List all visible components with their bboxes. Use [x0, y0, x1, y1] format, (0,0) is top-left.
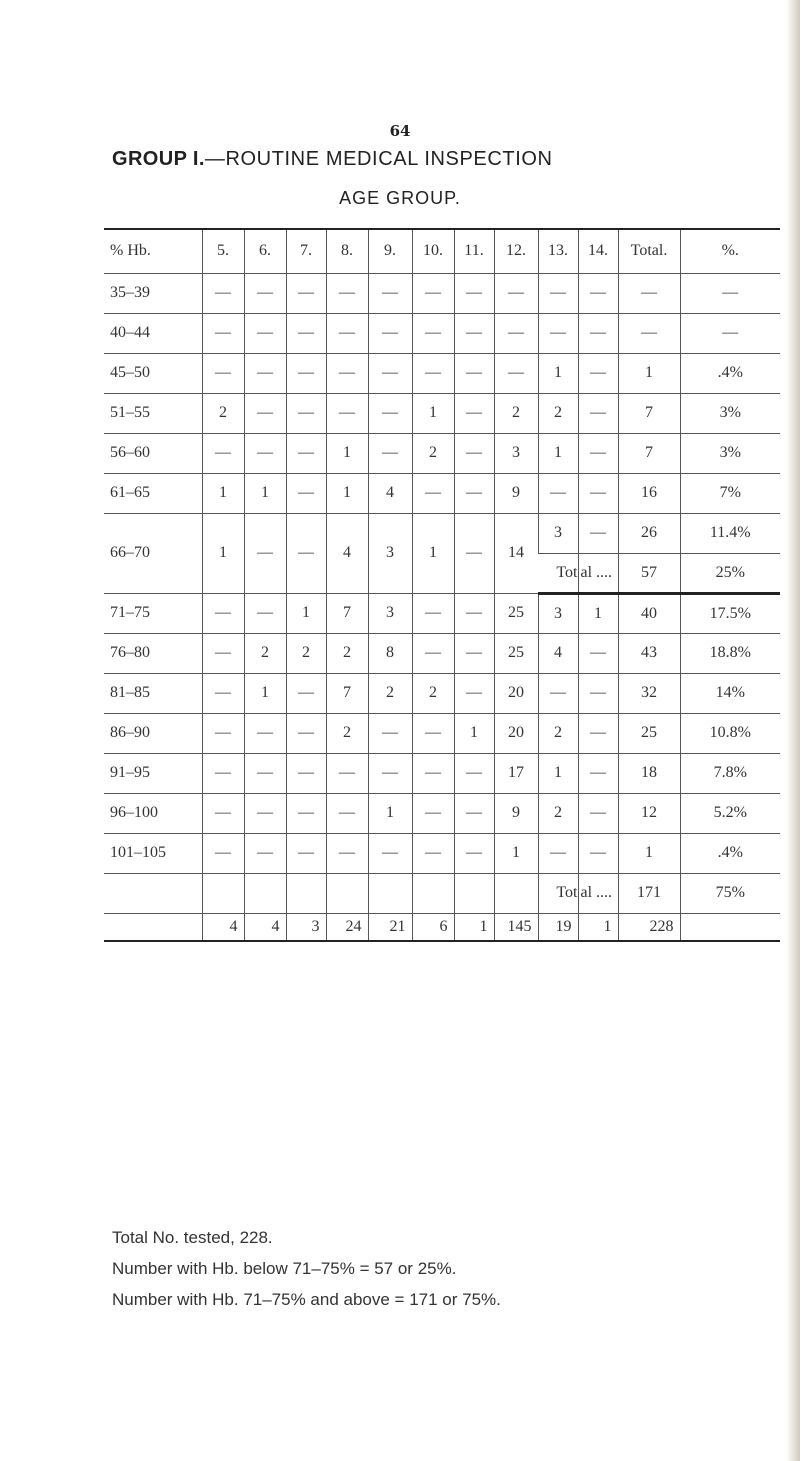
table-cell: —: [286, 713, 326, 753]
subtotal-label: al ....: [578, 873, 618, 913]
table-cell: 1: [494, 833, 538, 873]
table-cell: —: [412, 833, 454, 873]
table-cell: 18: [618, 753, 680, 793]
column-header: 8.: [326, 229, 368, 273]
summary-notes: [112, 1222, 772, 1315]
table-cell: —: [578, 753, 618, 793]
table-cell: 25: [494, 633, 538, 673]
empty-cell: [412, 873, 454, 913]
table-cell: —: [244, 313, 286, 353]
table-cell: 10.8%: [680, 713, 780, 753]
table-cell: 32: [618, 673, 680, 713]
table-cell: .4%: [680, 353, 780, 393]
column-total: 21: [368, 913, 412, 941]
table-cell: —: [286, 793, 326, 833]
row-label: 45–50: [104, 353, 202, 393]
table-cell: —: [578, 433, 618, 473]
page-subtitle: AGE GROUP.: [339, 188, 461, 208]
table-cell: —: [538, 673, 578, 713]
table-cell: —: [286, 433, 326, 473]
table-cell: —: [202, 593, 244, 633]
table-cell: —: [680, 313, 780, 353]
table-cell: 3: [368, 593, 412, 633]
column-total: 1: [578, 913, 618, 941]
table-cell: 2: [538, 393, 578, 433]
table-cell: 2: [538, 713, 578, 753]
table-cell: 25: [494, 593, 538, 633]
table-cell: 40: [618, 593, 680, 633]
table-cell: —: [618, 313, 680, 353]
table-cell: 3: [538, 513, 578, 553]
table-cell: 1: [454, 713, 494, 753]
table-cell: —: [244, 353, 286, 393]
table-row: [104, 353, 780, 393]
table-cell: 20: [494, 713, 538, 753]
table-row: [104, 633, 780, 673]
table-cell: —: [202, 793, 244, 833]
table-cell: —: [244, 793, 286, 833]
table-cell: —: [454, 793, 494, 833]
table-cell: —: [578, 353, 618, 393]
table-cell: 1: [412, 393, 454, 433]
table-cell: 1: [202, 473, 244, 513]
table-cell: 1: [202, 513, 244, 593]
table-cell: —: [412, 753, 454, 793]
empty-cell: [202, 873, 244, 913]
table-cell: —: [412, 353, 454, 393]
empty-cell: [326, 873, 368, 913]
table-cell: 7: [618, 393, 680, 433]
table-cell: —: [412, 713, 454, 753]
row-label: 81–85: [104, 673, 202, 713]
table-cell: —: [202, 313, 244, 353]
table-cell: 4: [368, 473, 412, 513]
page-edge: [786, 0, 800, 1461]
column-header: % Hb.: [104, 229, 202, 273]
table-cell: —: [578, 473, 618, 513]
table-cell: —: [244, 393, 286, 433]
table-cell: —: [244, 593, 286, 633]
table-cell: 7.8%: [680, 753, 780, 793]
table-cell: —: [454, 473, 494, 513]
table-cell: —: [578, 513, 618, 553]
table-cell: 1: [244, 673, 286, 713]
table-cell: —: [368, 713, 412, 753]
row-label: 66–70: [104, 513, 202, 593]
subtotal-percent: 75%: [680, 873, 780, 913]
subtotal-percent: 25%: [680, 553, 780, 593]
table-cell: 16: [618, 473, 680, 513]
table-cell: 7: [618, 433, 680, 473]
table-cell: 1: [244, 473, 286, 513]
column-total: 228: [618, 913, 680, 941]
table-cell: —: [286, 313, 326, 353]
table-cell: 3: [494, 433, 538, 473]
table-cell: —: [368, 313, 412, 353]
table-cell: —: [454, 833, 494, 873]
table-cell: 20: [494, 673, 538, 713]
table-row: [104, 273, 780, 313]
table-cell: —: [326, 353, 368, 393]
table-cell: —: [244, 273, 286, 313]
row-label: 51–55: [104, 393, 202, 433]
table-cell: 3: [368, 513, 412, 593]
note-above: Number with Hb. 71–75% and above = 171 or 75%.: [112, 1290, 501, 1309]
table-cell: —: [368, 353, 412, 393]
table-cell: —: [368, 273, 412, 313]
table-cell: —: [244, 513, 286, 593]
table-cell: —: [286, 513, 326, 593]
table-cell: 14: [494, 513, 538, 593]
table-cell: —: [286, 673, 326, 713]
table-cell: 9: [494, 473, 538, 513]
empty-cell: [494, 873, 538, 913]
title-rest: —ROUTINE MEDICAL INSPECTION: [204, 148, 553, 170]
table-cell: —: [454, 753, 494, 793]
table-cell: 1: [326, 473, 368, 513]
column-header: Total.: [618, 229, 680, 273]
table-cell: 2: [368, 673, 412, 713]
row-label: 61–65: [104, 473, 202, 513]
table-cell: —: [454, 593, 494, 633]
column-total: 4: [202, 913, 244, 941]
table-cell: 8: [368, 633, 412, 673]
table-cell: —: [326, 273, 368, 313]
table-cell: 14%: [680, 673, 780, 713]
table-cell: —: [454, 313, 494, 353]
table-cell: —: [494, 273, 538, 313]
column-header: 11.: [454, 229, 494, 273]
table-cell: —: [412, 593, 454, 633]
table-row: [104, 393, 780, 433]
column-header: 12.: [494, 229, 538, 273]
table-cell: —: [538, 313, 578, 353]
column-totals-row: [104, 913, 780, 941]
subtotal-total: 57: [618, 553, 680, 593]
row-label: 76–80: [104, 633, 202, 673]
table-cell: 3: [538, 593, 578, 633]
column-header: 13.: [538, 229, 578, 273]
table-cell: —: [286, 393, 326, 433]
table-cell: 1: [326, 433, 368, 473]
table-cell: 12: [618, 793, 680, 833]
table-cell: 5.2%: [680, 793, 780, 833]
table-cell: 1: [578, 593, 618, 633]
table-row: [104, 793, 780, 833]
note-total-tested: Total No. tested, 228.: [112, 1228, 273, 1247]
table-cell: —: [202, 833, 244, 873]
row-label: 96–100: [104, 793, 202, 833]
table-cell: 1: [538, 353, 578, 393]
subtotal-label: Tot: [538, 873, 578, 913]
table-cell: —: [578, 793, 618, 833]
table-cell: —: [368, 753, 412, 793]
table-cell: 17.5%: [680, 593, 780, 633]
table-cell: —: [454, 673, 494, 713]
table-cell: —: [538, 273, 578, 313]
column-header: 10.: [412, 229, 454, 273]
column-total: 1: [454, 913, 494, 941]
table-cell: 25: [618, 713, 680, 753]
table-cell: —: [326, 833, 368, 873]
table-cell: —: [202, 753, 244, 793]
table-cell: —: [578, 313, 618, 353]
table-cell: 7: [326, 593, 368, 633]
column-header: 7.: [286, 229, 326, 273]
row-label: 40–44: [104, 313, 202, 353]
table-cell: 2: [244, 633, 286, 673]
table-cell: —: [412, 793, 454, 833]
table-cell: —: [618, 273, 680, 313]
table-row: [104, 753, 780, 793]
table-cell: 17: [494, 753, 538, 793]
column-header: 5.: [202, 229, 244, 273]
page-number: 64: [389, 122, 411, 140]
column-total: 6: [412, 913, 454, 941]
table-cell: 1: [412, 513, 454, 593]
row-label: 35–39: [104, 273, 202, 313]
page-title: [112, 148, 712, 171]
table-row: [104, 713, 780, 753]
table-cell: —: [454, 353, 494, 393]
table-cell: —: [326, 753, 368, 793]
table-row: [104, 593, 780, 633]
table-cell: —: [578, 273, 618, 313]
column-header: 9.: [368, 229, 412, 273]
table-cell: —: [454, 433, 494, 473]
table-cell: —: [326, 393, 368, 433]
table-cell: —: [578, 633, 618, 673]
subtotal-row: [104, 873, 780, 913]
table-cell: —: [412, 473, 454, 513]
table-cell: —: [244, 433, 286, 473]
table-cell: 3%: [680, 433, 780, 473]
table-cell: —: [578, 393, 618, 433]
table-header-row: [104, 229, 780, 273]
table-cell: —: [202, 633, 244, 673]
table-cell: —: [454, 513, 494, 593]
table-cell: —: [202, 713, 244, 753]
table-cell: 1: [618, 833, 680, 873]
row-label: 86–90: [104, 713, 202, 753]
table-row: [104, 513, 780, 553]
column-total: 19: [538, 913, 578, 941]
table-cell: —: [286, 833, 326, 873]
table-cell: —: [454, 393, 494, 433]
table-cell: 18.8%: [680, 633, 780, 673]
table-cell: 2: [202, 393, 244, 433]
column-header: %.: [680, 229, 780, 273]
table-cell: —: [368, 833, 412, 873]
table-cell: 2: [326, 633, 368, 673]
subtotal-total: 171: [618, 873, 680, 913]
table-cell: 9: [494, 793, 538, 833]
table-cell: —: [202, 433, 244, 473]
table-cell: —: [202, 273, 244, 313]
table-cell: —: [494, 353, 538, 393]
row-label: 56–60: [104, 433, 202, 473]
table-cell: —: [412, 273, 454, 313]
table-cell: 2: [412, 673, 454, 713]
table-cell: —: [538, 473, 578, 513]
table-cell: —: [578, 833, 618, 873]
table-cell: 1: [286, 593, 326, 633]
hb-age-table: [104, 228, 780, 942]
table-cell: 7%: [680, 473, 780, 513]
table-cell: —: [286, 753, 326, 793]
table-cell: —: [454, 633, 494, 673]
table-row: [104, 313, 780, 353]
table-cell: .4%: [680, 833, 780, 873]
table-cell: 2: [494, 393, 538, 433]
table-cell: 7: [326, 673, 368, 713]
column-total: 4: [244, 913, 286, 941]
table-row: [104, 473, 780, 513]
table-cell: —: [578, 673, 618, 713]
table-cell: 1: [368, 793, 412, 833]
table-cell: —: [368, 433, 412, 473]
table-cell: 43: [618, 633, 680, 673]
table-cell: 2: [326, 713, 368, 753]
column-header: 6.: [244, 229, 286, 273]
table-cell: 1: [538, 433, 578, 473]
table-cell: —: [454, 273, 494, 313]
column-total: 3: [286, 913, 326, 941]
table-cell: 4: [538, 633, 578, 673]
table-cell: —: [412, 633, 454, 673]
table-cell: —: [286, 353, 326, 393]
table-cell: 1: [618, 353, 680, 393]
table-cell: 3%: [680, 393, 780, 433]
column-total: [104, 913, 202, 941]
empty-cell: [368, 873, 412, 913]
table-row: [104, 673, 780, 713]
table-cell: —: [244, 753, 286, 793]
table-cell: —: [244, 833, 286, 873]
table-cell: —: [578, 713, 618, 753]
table-cell: —: [680, 273, 780, 313]
table-cell: 11.4%: [680, 513, 780, 553]
table-cell: —: [326, 313, 368, 353]
table-cell: —: [286, 473, 326, 513]
table-cell: —: [494, 313, 538, 353]
table-cell: —: [202, 673, 244, 713]
table-cell: 1: [538, 753, 578, 793]
table-row: [104, 833, 780, 873]
table-cell: —: [326, 793, 368, 833]
table-cell: 2: [538, 793, 578, 833]
title-group: GROUP I.: [112, 148, 205, 170]
empty-cell: [454, 873, 494, 913]
table-cell: —: [538, 833, 578, 873]
table-cell: —: [202, 353, 244, 393]
empty-cell: [244, 873, 286, 913]
table-cell: —: [368, 393, 412, 433]
table-cell: 4: [326, 513, 368, 593]
column-total: [680, 913, 780, 941]
table-cell: 26: [618, 513, 680, 553]
table-row: [104, 433, 780, 473]
table-cell: 2: [286, 633, 326, 673]
row-label: 71–75: [104, 593, 202, 633]
subtotal-label: al ....: [578, 553, 618, 593]
subtotal-label: Tot: [538, 553, 578, 593]
table-cell: 2: [412, 433, 454, 473]
table-cell: —: [412, 313, 454, 353]
note-below: Number with Hb. below 71–75% = 57 or 25%.: [112, 1259, 457, 1278]
empty-cell: [286, 873, 326, 913]
empty-cell: [104, 873, 202, 913]
row-label: 101–105: [104, 833, 202, 873]
column-header: 14.: [578, 229, 618, 273]
row-label: 91–95: [104, 753, 202, 793]
column-total: 24: [326, 913, 368, 941]
table-cell: —: [286, 273, 326, 313]
table-cell: —: [244, 713, 286, 753]
column-total: 145: [494, 913, 538, 941]
